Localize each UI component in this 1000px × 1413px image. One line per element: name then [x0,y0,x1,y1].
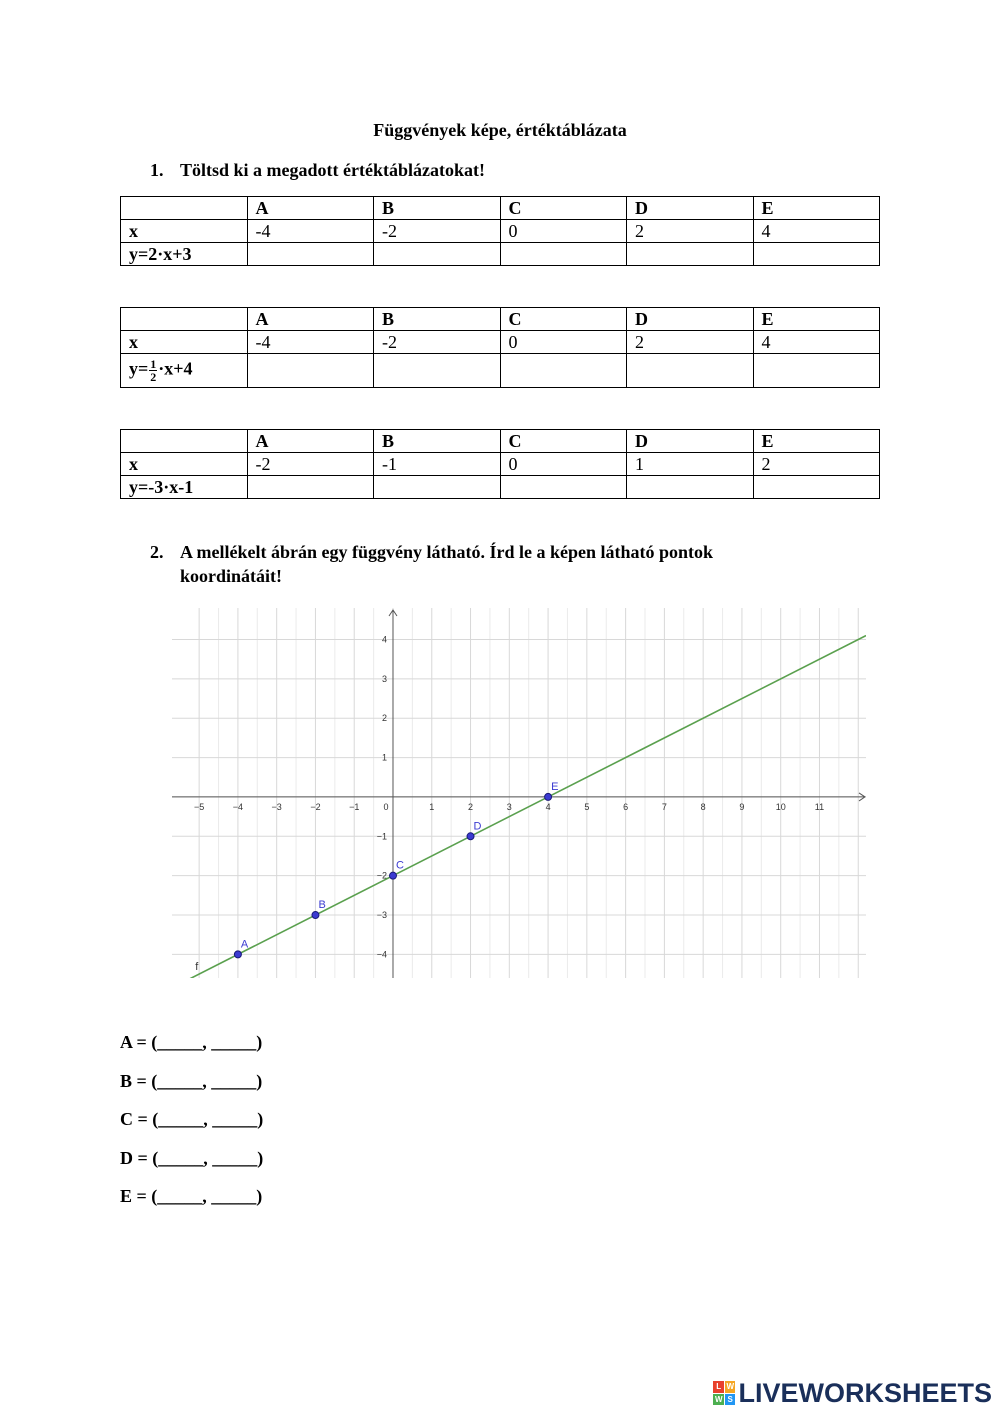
table-header-cell: E [753,197,880,220]
y-answer-cell[interactable] [753,354,880,388]
y-tick-label: 2 [381,713,387,724]
point-marker [389,872,396,879]
x-tick-label: 11 [814,801,825,812]
fraction [149,358,157,383]
task-2-number: 2. [150,542,164,562]
value-table-3 [120,429,880,499]
x-tick-label: 5 [584,801,590,812]
x-tick-label: −1 [349,801,360,812]
table-header-cell: B [374,197,501,220]
y-answer-cell[interactable] [753,243,880,266]
y-answer-cell[interactable] [374,243,501,266]
y-answer-cell[interactable] [247,354,374,388]
logo-tile: S [725,1394,736,1406]
liveworksheets-logo-icon [713,1381,735,1405]
table-header-cell: E [753,308,880,331]
table-header-cell: D [627,197,754,220]
y-row-label: y=-3·x-1 [121,476,248,499]
answer-list [120,1030,263,1223]
x-tick-label: 4 [545,801,551,812]
x-value-cell: 2 [627,220,754,243]
y-answer-cell[interactable] [374,354,501,388]
y-answer-cell[interactable] [500,243,627,266]
page-title: Függvények képe, értéktáblázata [373,120,627,140]
logo-tile: W [714,1394,723,1404]
x-tick-label: 10 [775,801,786,812]
point-marker [467,833,474,840]
x-tick-label: −5 [194,801,205,812]
x-value-cell: 0 [500,453,627,476]
y-tick-label: 4 [381,634,387,645]
point-label: A [240,938,249,951]
table-header-cell: D [627,308,754,331]
task-1-text: Töltsd ki a megadott értéktáblázatokat! [180,160,485,180]
fraction-denominator: 2 [150,370,157,384]
x-value-cell: -4 [247,220,374,243]
task-2-heading [150,540,810,588]
x-tick-label: 0 [383,801,389,812]
point-label: D [473,820,482,833]
fraction-numerator: 1 [150,357,157,371]
brand-wordmark: LIVEWORKSHEETS [738,1377,992,1408]
y-tick-label: −3 [376,910,387,921]
y-answer-cell[interactable] [374,476,501,499]
answer-line-b[interactable]: B = (_____, _____) [120,1070,263,1091]
x-tick-label: 3 [506,801,512,812]
x-tick-label: 1 [429,801,435,812]
task-2-text: A mellékelt ábrán egy függvény látható. Írd le a képen látható pontok koordinátáit! [180,542,714,586]
table-header-cell [121,430,248,453]
y-answer-cell[interactable] [627,243,754,266]
function-label: f [195,961,199,974]
x-value-cell: 4 [753,220,880,243]
table-header-cell: C [500,430,627,453]
point-label: B [318,899,326,912]
y-label-prefix: y= [129,358,149,379]
y-answer-cell[interactable] [753,476,880,499]
answer-line-e[interactable]: E = (_____, _____) [120,1186,263,1206]
point-label: E [551,780,559,793]
y-tick-label: 1 [381,752,387,763]
y-tick-label: 3 [381,673,387,684]
y-answer-cell[interactable] [627,354,754,388]
y-tick-label: −4 [376,949,387,960]
logo-tile: L [713,1381,724,1393]
y-row-label: y=2·x+3 [121,243,248,266]
x-value-cell: 0 [500,220,627,243]
table-header-cell: C [500,308,627,331]
point-marker [545,793,552,800]
x-tick-label: 8 [700,801,706,812]
table-header-cell: A [247,308,374,331]
point-marker [234,951,241,958]
table-header-cell: E [753,430,880,453]
x-tick-label: −4 [232,801,244,812]
table-header-cell: A [247,197,374,220]
x-value-cell: -2 [374,331,501,354]
y-tick-label: −1 [376,831,387,842]
x-value-cell: -1 [374,453,501,476]
y-answer-cell[interactable] [500,354,627,388]
point-marker [312,912,319,919]
point-label: C [395,859,404,872]
x-value-cell: 1 [627,453,754,476]
x-row-label: x [121,453,248,476]
x-tick-label: −2 [310,801,321,812]
task-1-number: 1. [150,160,164,180]
x-value-cell: 2 [753,453,880,476]
table-header-cell: B [374,308,501,331]
answer-line-d[interactable]: D = (_____, _____) [120,1147,264,1168]
table-header-cell: D [627,430,754,453]
x-tick-label: 9 [739,801,745,812]
x-row-label: x [121,220,248,243]
y-answer-cell[interactable] [247,243,374,266]
x-value-cell: -4 [247,331,374,354]
table-header-cell [121,308,248,331]
x-tick-label: 6 [623,801,629,812]
x-tick-label: −3 [271,801,282,812]
y-tick-label: −2 [376,870,387,881]
answer-line-a[interactable]: A = (_____, _____) [120,1032,263,1052]
function-graph [172,608,866,978]
table-header-cell: B [374,430,501,453]
value-table-2 [120,307,880,388]
x-row-label: x [121,331,248,354]
value-table-1 [120,196,880,266]
y-answer-cell[interactable] [247,476,374,499]
table-header-cell: A [247,430,374,453]
y-label-suffix: ·x+4 [158,358,193,379]
y-row-label [121,354,248,388]
table-header-cell [121,197,248,220]
y-answer-cell[interactable] [627,476,754,499]
x-value-cell: -2 [374,220,501,243]
x-value-cell: 4 [753,331,880,354]
answer-line-c[interactable]: C = (_____, _____) [120,1109,264,1129]
logo-tile: W [726,1382,734,1391]
x-value-cell: 2 [627,331,754,354]
x-tick-label: 2 [468,801,474,812]
x-value-cell: 0 [500,331,627,354]
y-answer-cell[interactable] [500,476,627,499]
task-1-heading [150,158,485,182]
graph-grid [172,608,866,978]
table-header-cell: C [500,197,627,220]
liveworksheets-brand [713,1378,992,1408]
x-value-cell: -2 [247,453,374,476]
x-tick-label: 7 [661,801,667,812]
